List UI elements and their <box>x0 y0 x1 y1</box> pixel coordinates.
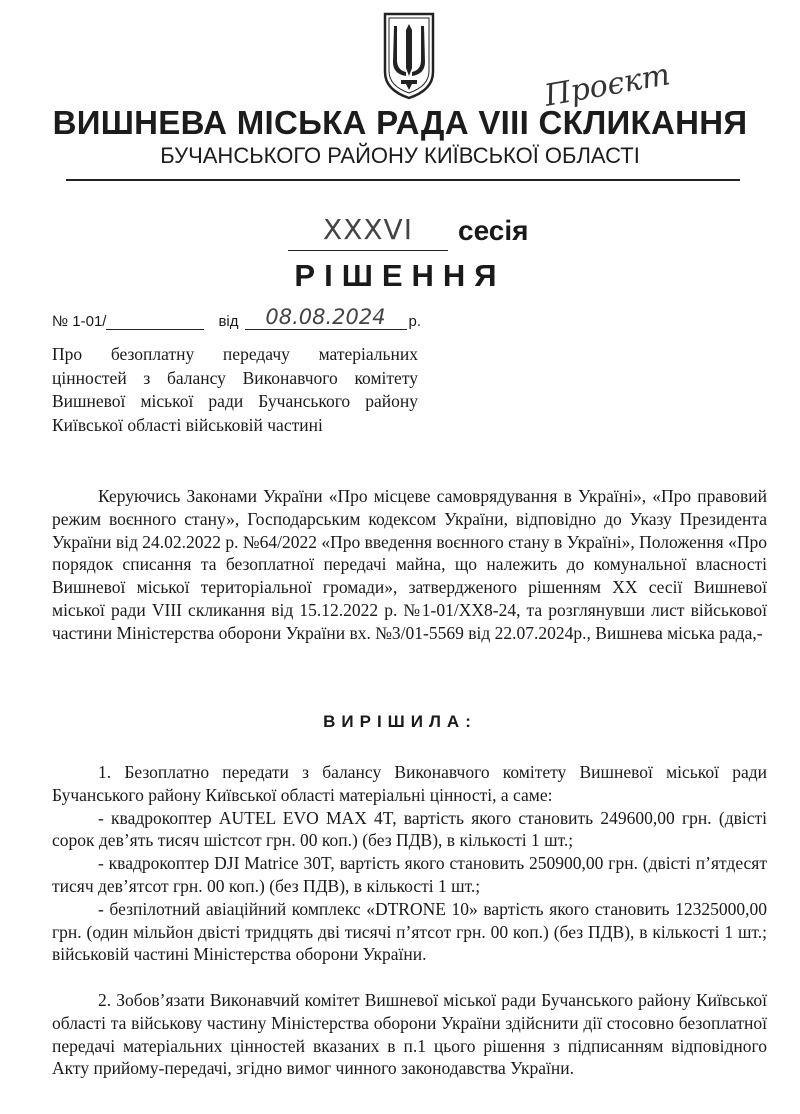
session-line <box>288 205 528 251</box>
date-suffix: р. <box>408 313 422 330</box>
decision-item-1 <box>52 761 767 966</box>
document-date: 08.08.2024 <box>245 305 407 330</box>
item-1-drone-autel: - квадрокоптер AUTEL EVO MAX 4T, вартість якого становить 249600,00 грн. (двісті сорок дев’ять тисяч шістсот грн. 00 коп.) (без ПДВ), в кількості 1 шт.; <box>52 807 767 851</box>
decided-heading: ВИРІШИЛА: <box>323 712 477 731</box>
trident-emblem-icon <box>382 10 436 100</box>
item-1-intro: 1. Безоплатно передати з балансу Виконавчого комітету Вишневої міської ради Бучанського району Київської області матеріальні цінності, а саме: <box>52 762 767 805</box>
preamble-paragraph: Керуючись Законами України «Про місцеве самоврядування в Україні», «Про правовий режим воєнного стану», Господарським кодексом України, відповідно до Указу Президента України від 24.02.2022 р. №64/2022 «Про введення воєнного стану в Україні», Положення «Про порядок списання та безоплатної передачі майна, що належить до комунальної власності Вишневої міської територіальної громади», затвердженого рішенням ХХ сесії Вишневої міської ради VIII скликання від 15.12.2022 р. №1-01/ХХ8-24, та розглянувши лист військової частини Міністерства оборони України вх. №3/01-5569 від 22.07.2024р., Вишнева міська рада,- <box>52 486 767 643</box>
header-divider <box>66 179 740 181</box>
decision-subject: Про безоплатну передачу матеріальних цінностей з балансу Виконавчого комітету Вишневої міської ради Бучанського району Київської області військовій частині <box>52 344 418 435</box>
number-blank <box>106 313 204 330</box>
session-label: сесія <box>458 215 529 246</box>
decision-item-2: 2. Зобов’язати Виконавчий комітет Вишневої міської ради Бучанського району Київської області та військову частину Міністерства оборони України здійснити дії стосовно безоплатної передачі матеріальних цінностей вказаних в п.1 цього рішення з підписанням відповідного Акту прийому-передачі, згідно вимог чинного законодавства України. <box>52 990 767 1079</box>
council-subtitle: БУЧАНСЬКОГО РАЙОНУ КИЇВСЬКОЇ ОБЛАСТІ <box>160 143 640 168</box>
document-type-title: РІШЕННЯ <box>294 258 506 293</box>
document-number-line <box>52 306 421 330</box>
number-prefix: № 1-01/ <box>52 313 107 330</box>
session-number: XXXVI <box>288 210 448 251</box>
date-label: від <box>218 313 239 330</box>
council-title: ВИШНЕВА МІСЬКА РАДА VIII СКЛИКАННЯ <box>52 104 748 141</box>
item-1-uav-complex: - безпілотний авіаційний комплекс «DTRONE 10» вартість якого становить 12325000,00 грн. (один мільйон двісті тридцять дві тисячі п’ятсот грн. 00 коп.) (без ПДВ), в кількості 1 шт.; військовій частині Міністерства оборони України. <box>52 898 767 965</box>
item-1-drone-dji: - квадрокоптер DJI Matrice 30T, вартість якого становить 250900,00 грн. (двісті п’ятдесят тисяч дев’ятсот грн. 00 коп.) (без ПДВ), в кількості 1 шт.; <box>52 853 767 896</box>
draft-handwritten-mark: Проєкт <box>541 57 673 114</box>
